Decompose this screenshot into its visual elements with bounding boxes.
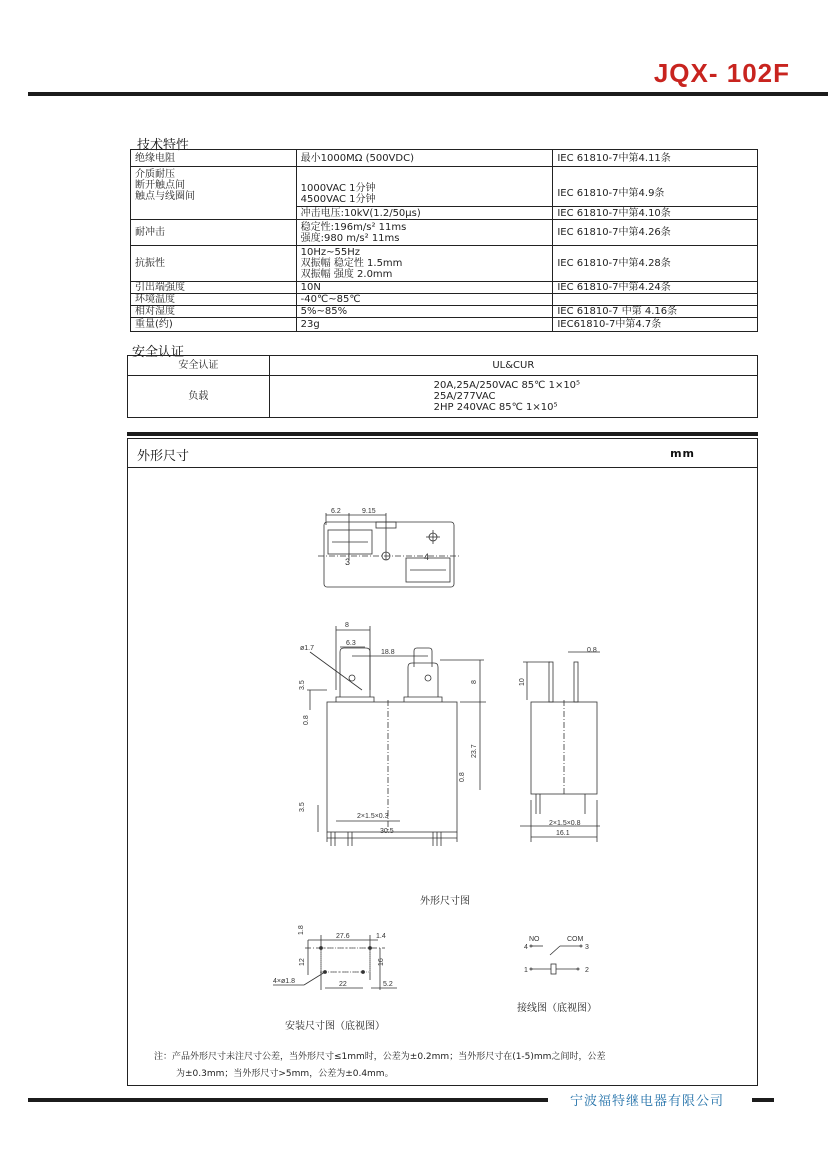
svg-text:3: 3 (585, 944, 589, 951)
spec-value: 1000VAC 1分钟 4500VAC 1分钟 (296, 167, 553, 207)
svg-text:6.2: 6.2 (331, 508, 341, 515)
spec-standard: IEC 61810-7中第4.10条 (553, 207, 758, 220)
svg-text:23.7: 23.7 (471, 744, 478, 758)
spec-value: 最小1000MΩ (500VDC) (296, 150, 553, 167)
svg-text:0.8: 0.8 (587, 647, 597, 654)
spec-name: 绝缘电阻 (131, 150, 297, 167)
svg-text:8: 8 (345, 622, 349, 629)
spec-name: 抗振性 (131, 246, 297, 282)
svg-text:6.3: 6.3 (346, 640, 356, 647)
spec-standard: IEC61810-7中第4.7条 (553, 318, 758, 332)
svg-text:18.8: 18.8 (381, 649, 395, 656)
spec-value: -40℃~85℃ (296, 294, 553, 306)
wiring-drawing (524, 936, 589, 974)
svg-text:16.1: 16.1 (556, 830, 570, 837)
dimensions-unit: mm (670, 447, 695, 460)
spec-standard: IEC 61810-7中第4.9条 (553, 167, 758, 207)
svg-text:22: 22 (339, 981, 347, 988)
dimensions-title: 外形尺寸 (137, 449, 190, 464)
svg-text:COM: COM (567, 936, 584, 943)
svg-text:NO: NO (529, 936, 540, 943)
spec-value: 5%~85% (296, 306, 553, 318)
svg-text:4: 4 (424, 552, 430, 562)
safety-header-value: UL&CUR (269, 356, 757, 376)
spec-standard: IEC 61810-7中第4.26条 (553, 220, 758, 246)
tolerance-note: 注：产品外形尺寸未注尺寸公差，当外形尺寸≤1mm时，公差为±0.2mm；当外形尺寸在(1-5)mm之间时，公差 为±0.3mm；当外形尺寸>5mm，公差为±0.4mm。 (154, 1052, 606, 1079)
svg-text:1.4: 1.4 (376, 933, 386, 940)
spec-name: 环境温度 (131, 294, 297, 306)
svg-text:3.5: 3.5 (299, 680, 306, 690)
safety-header-label: 安全认证 (128, 356, 270, 376)
svg-text:1.8: 1.8 (298, 925, 305, 935)
top-view-drawing (318, 508, 460, 587)
spec-name: 耐冲击 (131, 220, 297, 246)
svg-text:ø1.7: ø1.7 (300, 645, 315, 652)
mounting-caption: 安装尺寸图（底视图） (285, 1021, 385, 1032)
outline-caption: 外形尺寸图 (420, 896, 470, 907)
spec-value: 10N (296, 282, 553, 294)
spec-standard: IEC 61810-7 中第 4.16条 (553, 306, 758, 318)
svg-text:10: 10 (519, 678, 526, 686)
svg-text:3.5: 3.5 (299, 802, 306, 812)
model-title: JQX- 102F (653, 58, 790, 88)
company-name: 宁波福特继电器有限公司 (570, 1094, 725, 1109)
spec-value: 冲击电压:10kV(1.2/50μs) (296, 207, 553, 220)
svg-text:0.8: 0.8 (459, 772, 466, 782)
svg-text:2×1.5×0.8: 2×1.5×0.8 (549, 820, 581, 827)
safety-title: 安全认证 (132, 345, 185, 360)
spec-name: 重量(约) (131, 318, 297, 332)
footer-rule-end (752, 1098, 774, 1102)
load-label: 负载 (128, 376, 270, 418)
footer-rule (28, 1098, 548, 1102)
svg-text:4×ø1.8: 4×ø1.8 (273, 978, 295, 985)
spec-name: 介质耐压 断开触点间 触点与线圈间 (131, 167, 297, 220)
svg-text:0.8: 0.8 (303, 715, 310, 725)
spec-standard: IEC 61810-7中第4.28条 (553, 246, 758, 282)
svg-text:1: 1 (524, 967, 528, 974)
front-view-drawing (299, 622, 486, 846)
load-values: 20A,25A/250VAC 85℃ 1×10⁵ 25A/277VAC 2HP 240VAC 85℃ 1×10⁵ (269, 376, 757, 418)
svg-text:27.6: 27.6 (336, 933, 350, 940)
spec-standard: IEC 61810-7中第4.11条 (553, 150, 758, 167)
mounting-drawing (273, 925, 397, 990)
spec-value: 23g (296, 318, 553, 332)
svg-text:8: 8 (471, 680, 478, 684)
svg-text:4: 4 (524, 944, 528, 951)
svg-text:9.15: 9.15 (362, 508, 376, 515)
wiring-caption: 接线图（底视图） (517, 1003, 597, 1014)
svg-text:12: 12 (299, 958, 306, 966)
svg-text:16: 16 (378, 958, 385, 966)
spec-value: 稳定性:196m/s² 11ms 强度:980 m/s² 11ms (296, 220, 553, 246)
side-view-drawing (519, 647, 600, 842)
spec-standard: IEC 61810-7中第4.24条 (553, 282, 758, 294)
spec-name: 相对湿度 (131, 306, 297, 318)
spec-name: 引出端强度 (131, 282, 297, 294)
svg-text:2: 2 (585, 967, 589, 974)
svg-text:5.2: 5.2 (383, 981, 393, 988)
svg-text:3: 3 (345, 557, 351, 567)
svg-text:2×1.5×0.3: 2×1.5×0.3 (357, 813, 389, 820)
spec-value: 10Hz~55Hz 双振幅 稳定性 1.5mm 双振幅 强度 2.0mm (296, 246, 553, 282)
tech-specs-title: 技术特性 (137, 138, 190, 153)
svg-text:30.5: 30.5 (380, 828, 394, 835)
